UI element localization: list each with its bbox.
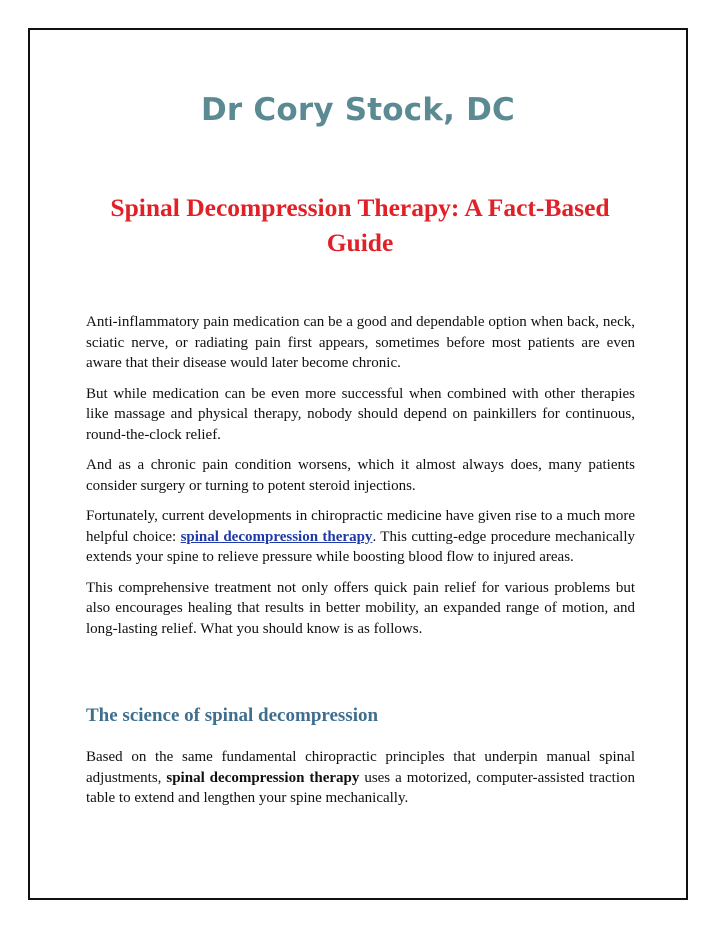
paragraph-3: And as a chronic pain condition worsens, which it almost always does, many patients consider surgery or turning to potent steroid injections. bbox=[86, 457, 635, 494]
section-bold-term: spinal decompression therapy bbox=[166, 769, 360, 786]
paragraph-5: This comprehensive treatment not only offers quick pain relief for various problems but also encourages healing that results in better mobility, an expanded range of motion, and long-lasting relief. What you should know is as follows. bbox=[86, 579, 635, 637]
doctor-name-header: Dr Cory Stock, DC bbox=[200, 92, 516, 128]
section-paragraph-start: Based on the same fundamental chiropractic principles that underpin manual spinal adjustments, bbox=[86, 749, 635, 786]
paragraph-4 bbox=[86, 506, 635, 568]
intro-text bbox=[86, 312, 635, 649]
paragraph-4-start: Fortunately, current developments in chiropractic medicine have given rise to a much more helpful choice: bbox=[86, 508, 635, 545]
paragraph-2: But while medication can be even more successful when combined with other therapies like massage and physical therapy, nobody should depend on painkillers for continuous, round-the-clock relief. bbox=[86, 385, 635, 443]
spinal-decompression-link[interactable]: spinal decompression therapy bbox=[180, 528, 373, 545]
section-heading: The science of spinal decompression bbox=[86, 705, 379, 726]
paragraph-1: Anti-inflammatory pain medication can be a good and dependable option when back, neck, sciatic nerve, or radiating pain first appears, sometimes before most patients are even aware that their disease would later become chronic. bbox=[86, 314, 635, 371]
section-paragraph bbox=[86, 747, 635, 809]
paragraph-4-end: . This cutting-edge procedure mechanically extends your spine to relieve pressure while boosting blood flow to injured areas. bbox=[86, 528, 636, 565]
document-page bbox=[28, 28, 688, 900]
document-title: Spinal Decompression Therapy: A Fact-Based Guide bbox=[110, 193, 610, 257]
section-paragraph-end: uses a motorized, computer-assisted traction table to extend and lengthen your spine mechanically. bbox=[86, 769, 635, 806]
section-text bbox=[86, 747, 635, 819]
